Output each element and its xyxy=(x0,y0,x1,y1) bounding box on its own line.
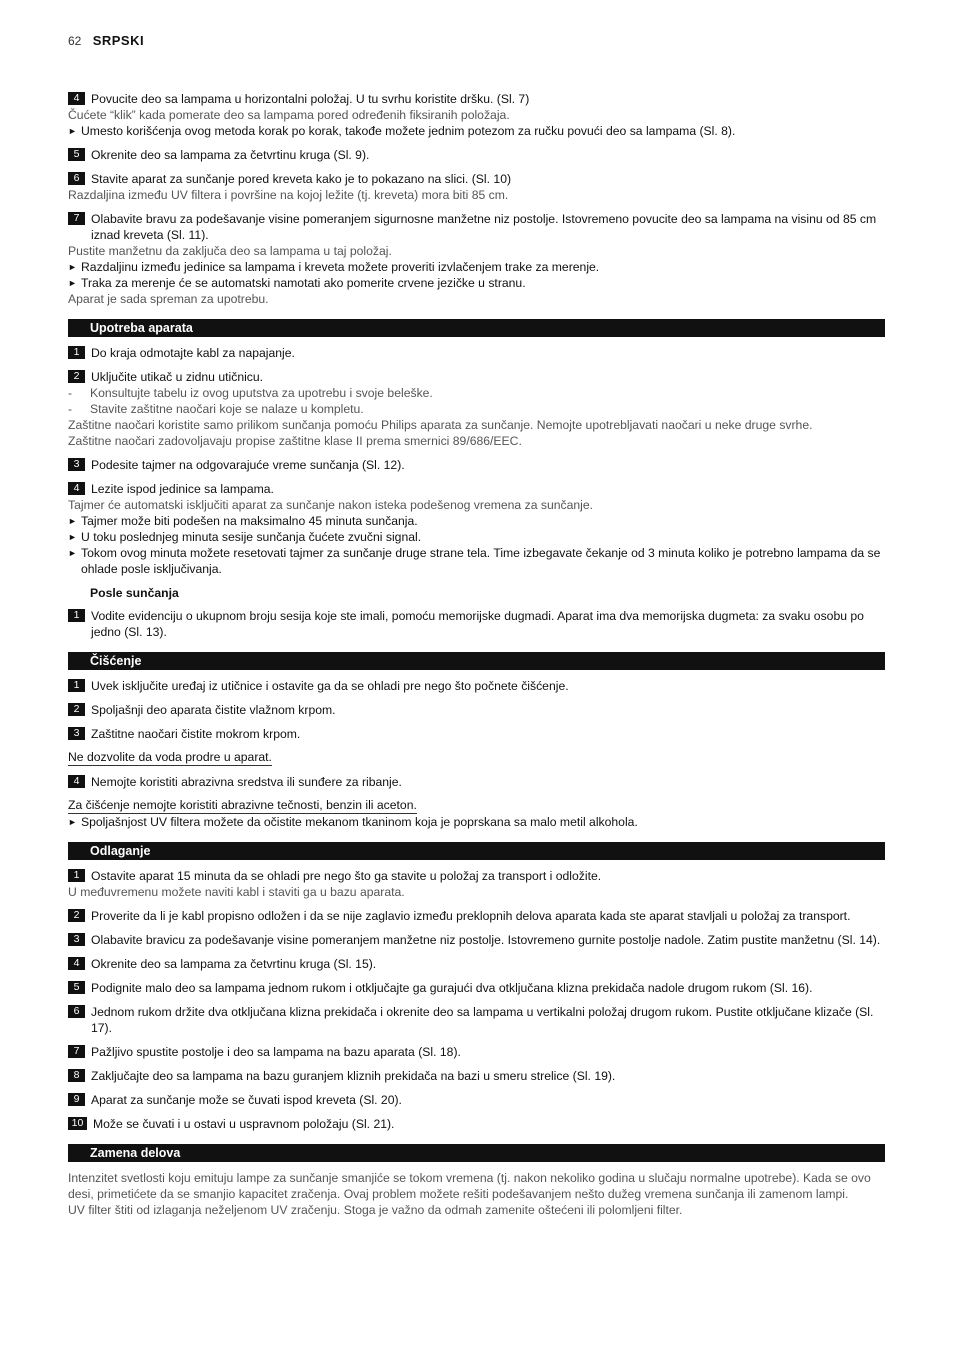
note: U međuvremenu možete naviti kabl i staviti ga u bazu aparata. xyxy=(68,885,405,899)
step-text: Može se čuvati i u ostavi u uspravnom položaju (Sl. 21). xyxy=(93,1117,395,1131)
step-text: Povucite deo sa lampama u horizontalni položaj. U tu svrhu koristite dršku. (Sl. 7) xyxy=(91,92,530,106)
step xyxy=(68,369,885,385)
warning: Za čišćenje nemojte koristiti abrazivne tečnosti, benzin ili aceton. xyxy=(68,798,417,812)
step xyxy=(68,147,885,163)
tip xyxy=(68,259,885,275)
dash-marker: - xyxy=(68,402,73,416)
note: Zaštitne naočari koristite samo prilikom sunčanja pomoću Philips aparata za sunčanje. Nemojte upotrebljavati naočari u neke druge svrhe. xyxy=(68,418,813,432)
step-text: Uvek isključite uređaj iz utičnice i ostavite ga da se ohladi pre nego što počnete čišćenje. xyxy=(91,679,569,693)
step xyxy=(68,932,885,948)
step-number: 9 xyxy=(68,1093,85,1106)
step-text: Podesite tajmer na odgovarajuće vreme sunčanja (Sl. 12). xyxy=(91,458,405,472)
language-label: SRPSKI xyxy=(92,33,145,48)
step xyxy=(68,481,885,497)
step xyxy=(68,457,885,473)
dash-text: Stavite zaštitne naočari koje se nalaze u kompletu. xyxy=(90,402,364,416)
section-heading: Upotreba aparata xyxy=(68,319,885,337)
step xyxy=(68,908,885,924)
step-number: 1 xyxy=(68,609,85,622)
step xyxy=(68,1068,885,1084)
page-content xyxy=(68,91,885,1218)
step-text: Nemojte koristiti abrazivna sredstva ili sunđere za ribanje. xyxy=(91,775,402,789)
step-number: 8 xyxy=(68,1069,85,1082)
tip xyxy=(68,513,885,529)
warning: Ne dozvolite da voda prodre u aparat. xyxy=(68,750,272,764)
step-text: Zaključajte deo sa lampama na bazu guranjem kliznih prekidača na bazi u smeru strelice (Sl. 19). xyxy=(91,1069,616,1083)
step xyxy=(68,774,885,790)
step-text: Proverite da li je kabl propisno odložen i da se nije zaglavio između preklopnih delova aparata kada ste aparat stavljali u položaj za transport. xyxy=(91,909,851,923)
dash-text: Konsultujte tabelu iz ovog uputstva za upotrebu i svoje beleške. xyxy=(90,386,433,400)
tip-arrow-icon: ► xyxy=(68,278,77,288)
tip xyxy=(68,529,885,545)
paragraph: Intenzitet svetlosti koju emituju lampe za sunčanje smanjiće se tokom vremena (tj. nakon nekoliko godina u slučaju normalne upotrebe). Kada se ovo desi, primetićete da se smanjio kapacitet zračenja. Ovaj problem možete rešiti podešavanjem nešto dužeg vremena sunčanja ili zamenom lampi. xyxy=(68,1171,871,1201)
note: Zaštitne naočari zadovoljavaju propise zaštitne klase II prema smernici 89/686/EEC. xyxy=(68,434,522,448)
step-number: 4 xyxy=(68,957,85,970)
tip-text: Tajmer može biti podešen na maksimalno 45 minuta sunčanja. xyxy=(81,514,418,528)
step-number: 2 xyxy=(68,909,85,922)
step-number: 7 xyxy=(68,212,85,225)
step-number: 7 xyxy=(68,1045,85,1058)
step-number: 1 xyxy=(68,679,85,692)
step xyxy=(68,345,885,361)
section-heading: Odlaganje xyxy=(68,842,885,860)
step-text: Spoljašnji deo aparata čistite vlažnom krpom. xyxy=(91,703,336,717)
step-text: Jednom rukom držite dva otključana klizna prekidača i okrenite deo sa lampama u vertikalni položaj drugom rukom. Pustite otključane klizače (Sl. 17). xyxy=(91,1005,874,1035)
step-number: 3 xyxy=(68,458,85,471)
tip xyxy=(68,545,885,577)
tip-arrow-icon: ► xyxy=(68,516,77,526)
tip-text: Tokom ovog minuta možete resetovati tajmer za sunčanje druge strane tela. Time izbegavate čekanje od 3 minuta koliko je potrebno lampama da se ohlade posle isključivanja. xyxy=(81,546,881,576)
section-heading: Čišćenje xyxy=(68,652,885,670)
step-text: Ostavite aparat 15 minuta da se ohladi pre nego što ga stavite u položaj za transport i odložite. xyxy=(91,869,602,883)
dash-item xyxy=(68,385,885,401)
step xyxy=(68,1044,885,1060)
tip-text: Traka za merenje će se automatski namotati ako pomerite crvene jezičke u stranu. xyxy=(81,276,526,290)
tip-text: Spoljašnjost UV filtera možete da očistite mekanom tkaninom koja je poprskana sa malo metil alkohola. xyxy=(81,815,638,829)
page-header xyxy=(68,33,144,48)
step-text: Pažljivo spustite postolje i deo sa lampama na bazu aparata (Sl. 18). xyxy=(91,1045,461,1059)
step xyxy=(68,1092,885,1108)
section-heading: Zamena delova xyxy=(68,1144,885,1162)
dash-item xyxy=(68,401,885,417)
tip-arrow-icon: ► xyxy=(68,262,77,272)
step-text: Zaštitne naočari čistite mokrom krpom. xyxy=(91,727,301,741)
tip-arrow-icon: ► xyxy=(68,548,77,558)
note: Aparat je sada spreman za upotrebu. xyxy=(68,292,269,306)
step xyxy=(68,1116,885,1132)
step xyxy=(68,726,885,742)
step-text: Okrenite deo sa lampama za četvrtinu kruga (Sl. 9). xyxy=(91,148,370,162)
step-text: Okrenite deo sa lampama za četvrtinu kruga (Sl. 15). xyxy=(91,957,377,971)
step-text: Olabavite bravicu za podešavanje visine pomeranjem manžetne niz postolje. Istovremeno gurnite postolje nadole. Zatim pustite manžetnu (Sl. 14). xyxy=(91,933,881,947)
dash-marker: - xyxy=(68,386,73,400)
tip-text: Razdaljinu između jedinice sa lampama i kreveta možete proveriti izvlačenjem trake za merenje. xyxy=(81,260,600,274)
note: Tajmer će automatski isključiti aparat za sunčanje nakon isteka podešenog vremena za sunčanje. xyxy=(68,498,594,512)
step-number: 4 xyxy=(68,775,85,788)
step-text: Lezite ispod jedinice sa lampama. xyxy=(91,482,274,496)
paragraph: UV filter štiti od izlaganja neželjenom UV zračenju. Stoga je važno da odmah zamenite oštećeni ili polomljeni filter. xyxy=(68,1203,683,1217)
step-number: 3 xyxy=(68,933,85,946)
step-number: 5 xyxy=(68,148,85,161)
note: Pustite manžetnu da zaključa deo sa lampama u taj položaj. xyxy=(68,244,392,258)
step-number: 4 xyxy=(68,482,85,495)
tip-text: Umesto korišćenja ovog metoda korak po korak, takođe možete jednim potezom za ručku povući deo sa lampama (Sl. 8). xyxy=(81,124,736,138)
step xyxy=(68,678,885,694)
tip-arrow-icon: ► xyxy=(68,126,77,136)
step xyxy=(68,91,885,107)
subheading: Posle sunčanja xyxy=(90,586,179,600)
step-text: Vodite evidenciju o ukupnom broju sesija koje ste imali, pomoću memorijske dugmadi. Aparat ima dva memorijska dugmeta: za svaku osobu po jedno (Sl. 13). xyxy=(91,609,864,639)
tip xyxy=(68,275,885,291)
step xyxy=(68,956,885,972)
step xyxy=(68,211,885,243)
step xyxy=(68,868,885,884)
step xyxy=(68,980,885,996)
step xyxy=(68,171,885,187)
step-text: Olabavite bravu za podešavanje visine pomeranjem sigurnosne manžetne niz postolje. Istovremeno povucite deo sa lampama na visinu od 85 cm iznad kreveta (Sl. 11). xyxy=(91,212,877,242)
step-text: Uključite utikač u zidnu utičnicu. xyxy=(91,370,264,384)
step xyxy=(68,1004,885,1036)
tip-arrow-icon: ► xyxy=(68,817,77,827)
tip xyxy=(68,814,885,830)
step xyxy=(68,608,885,640)
note: Razdaljina između UV filtera i površine na kojoj ležite (tj. kreveta) mora biti 85 cm. xyxy=(68,188,509,202)
step-number: 5 xyxy=(68,981,85,994)
tip xyxy=(68,123,885,139)
step-number: 4 xyxy=(68,92,85,105)
step-number: 2 xyxy=(68,703,85,716)
step-number: 10 xyxy=(68,1117,87,1130)
step-number: 6 xyxy=(68,1005,85,1018)
note: Čućete “klik” kada pomerate deo sa lampama pored određenih fiksiranih položaja. xyxy=(68,108,510,122)
step-text: Do kraja odmotajte kabl za napajanje. xyxy=(91,346,295,360)
step-number: 1 xyxy=(68,346,85,359)
step-text: Podignite malo deo sa lampama jednom rukom i otključajte ga gurajući dva otključana klizna prekidača nadole drugom rukom (Sl. 16). xyxy=(91,981,813,995)
step-number: 6 xyxy=(68,172,85,185)
page-number: 62 xyxy=(68,34,82,48)
step xyxy=(68,702,885,718)
step-number: 2 xyxy=(68,370,85,383)
tip-text: U toku poslednjeg minuta sesije sunčanja čućete zvučni signal. xyxy=(81,530,422,544)
step-number: 1 xyxy=(68,869,85,882)
step-number: 3 xyxy=(68,727,85,740)
step-text: Aparat za sunčanje može se čuvati ispod kreveta (Sl. 20). xyxy=(91,1093,402,1107)
step-text: Stavite aparat za sunčanje pored kreveta kako je to pokazano na slici. (Sl. 10) xyxy=(91,172,512,186)
tip-arrow-icon: ► xyxy=(68,532,77,542)
